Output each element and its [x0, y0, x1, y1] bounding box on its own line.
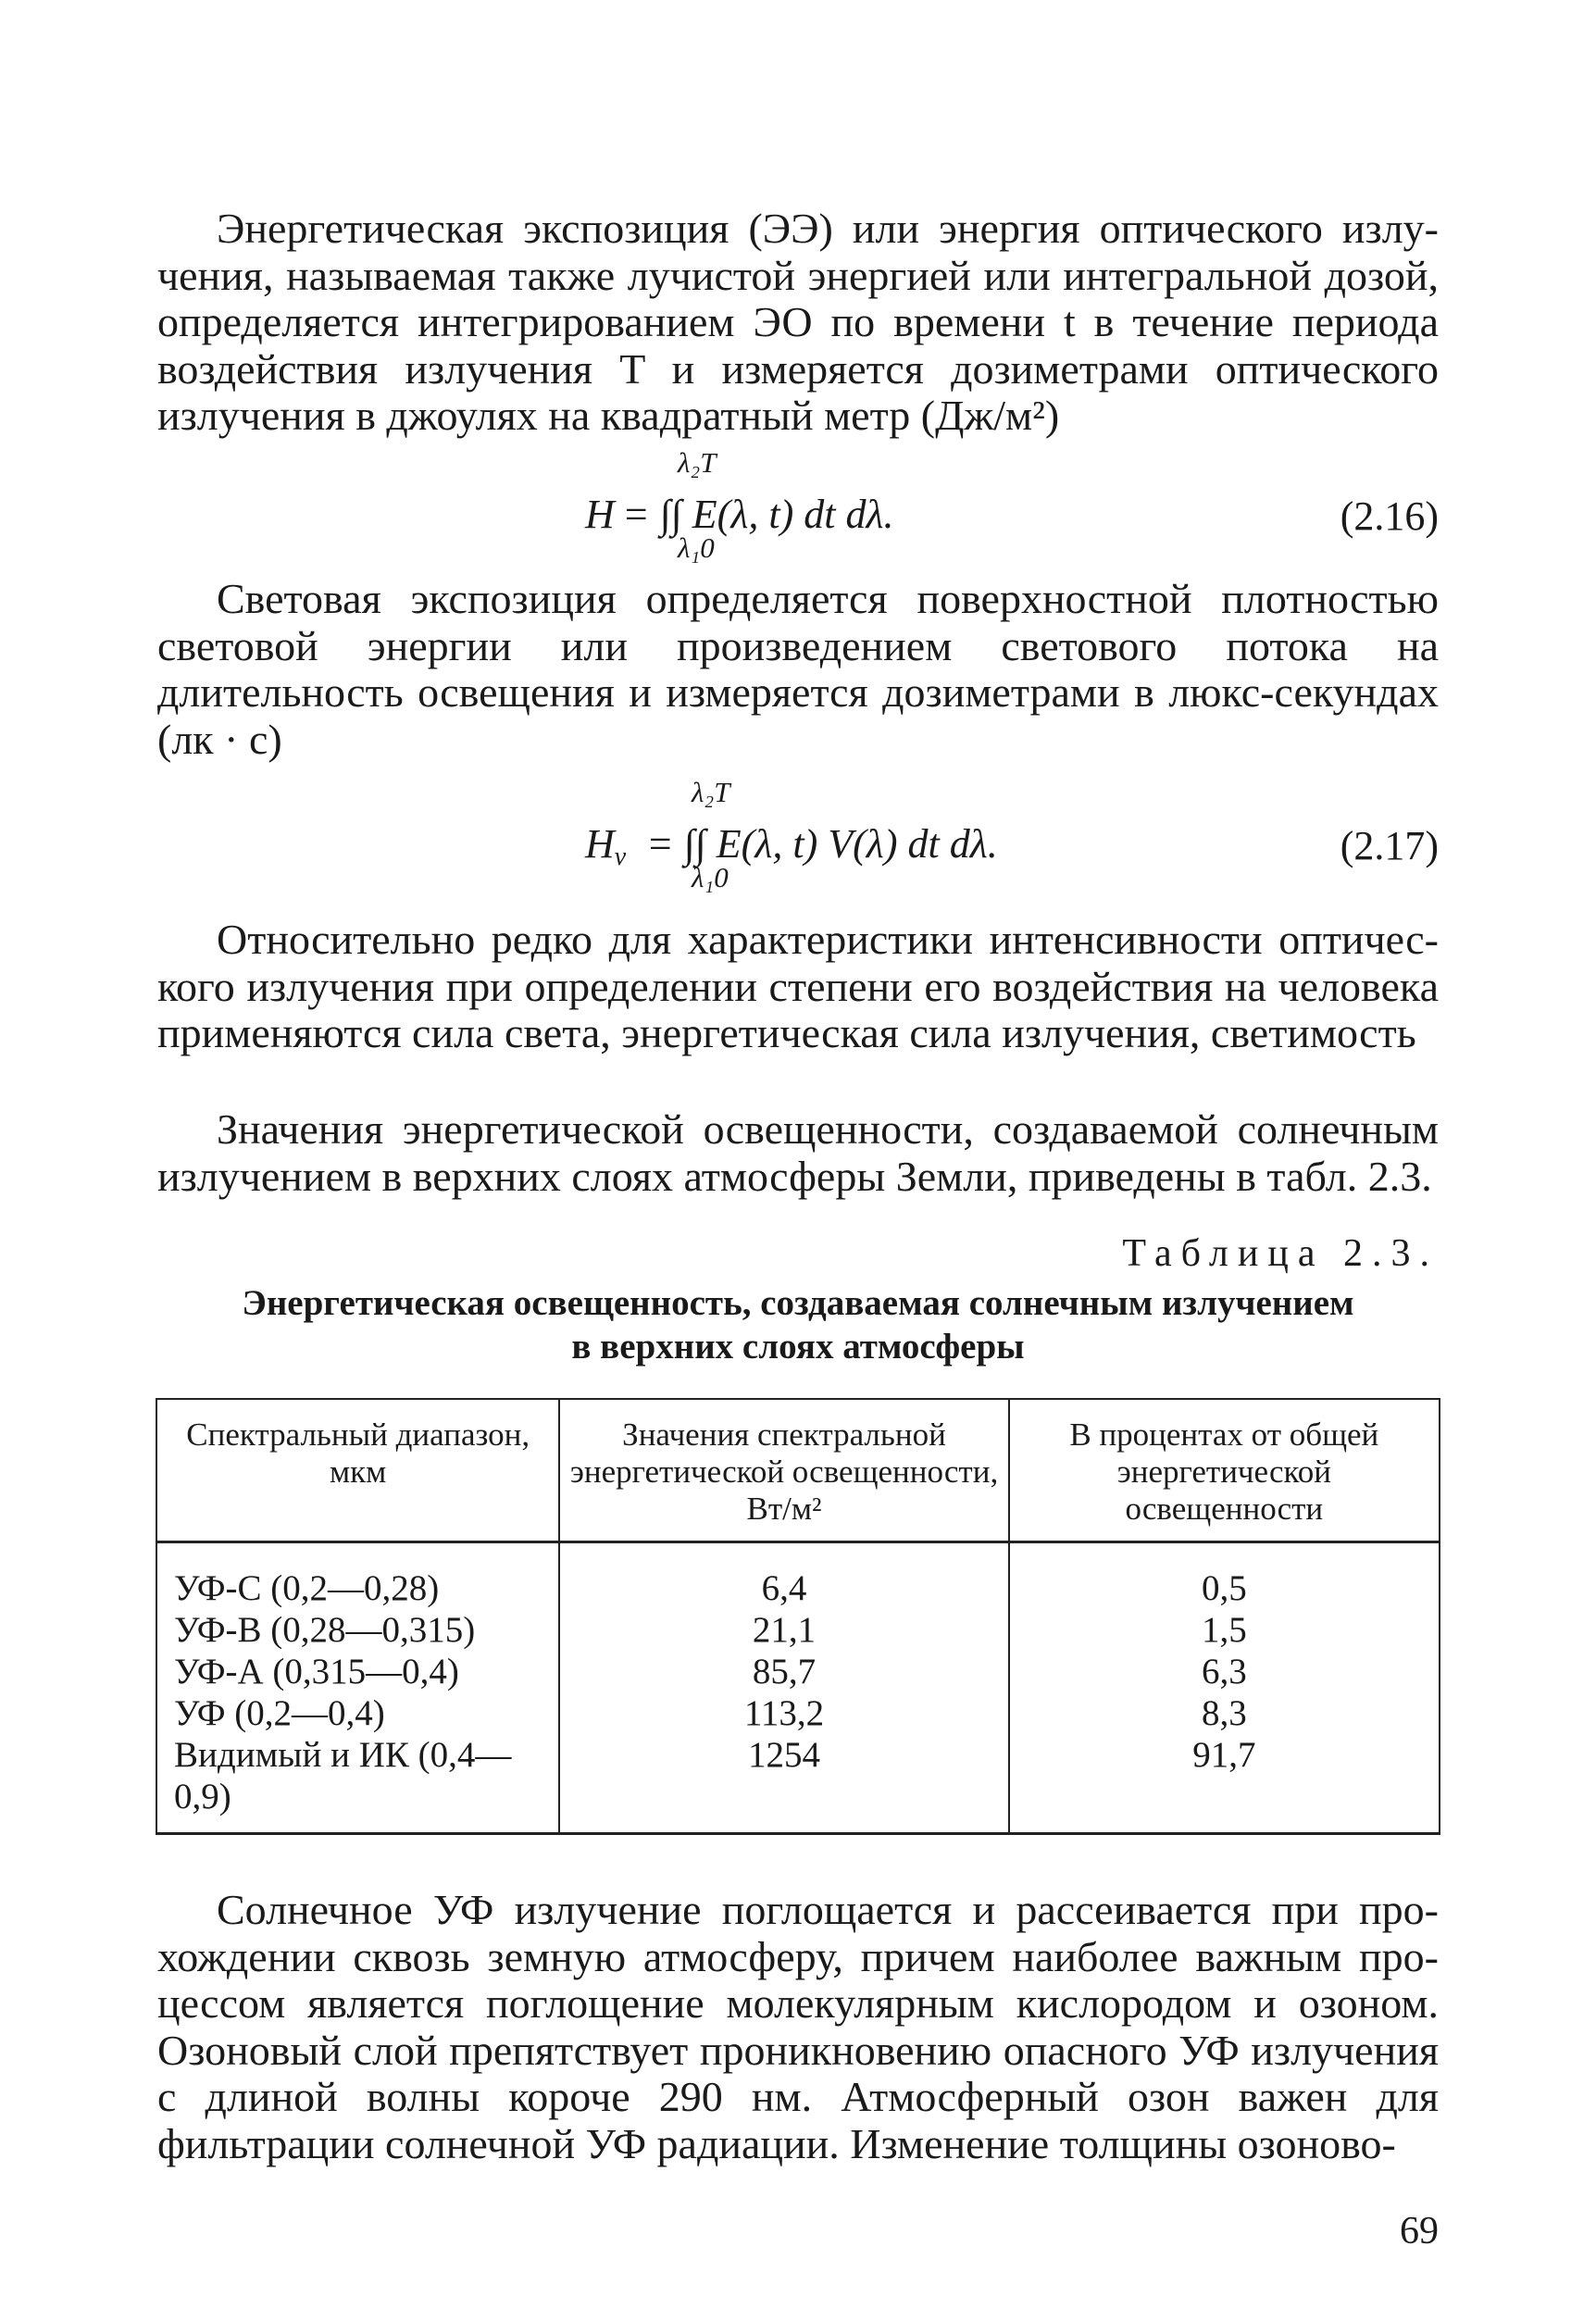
- formula-2-16: [585, 446, 1465, 567]
- table-title-line-2: в верхних слоях атмосферы: [571, 1327, 1025, 1367]
- formula-2-16-upper-limit: λ₂T: [678, 446, 717, 479]
- header-percent: В процентах от общей энергетической освещенности: [1009, 1399, 1440, 1542]
- range-uv-b: УФ-В (0,28—0,315): [174, 1610, 476, 1650]
- formula-2-17-rhs: = ∫∫ E(λ, t) V(λ) dt dλ.: [646, 821, 998, 867]
- paragraph-solar-uv: Солнечное УФ излучение поглощается и рассеивается при прохождении сквозь земную атмосферу, причем наиболее важным процессом является поглощение молекулярным кислородом и озоном. Озоновый слой препятствует проникновению опасного УФ излучения с длиной волны короче 290 нм. Атмосферный озон важен для фильтрации солнечной УФ радиации. Изменение толщины озоново-: [157, 1886, 1439, 2167]
- header-spectral-range: Спектральный диапазон, мкм: [156, 1399, 559, 1542]
- percent-uv-a: 6,3: [1201, 1652, 1247, 1691]
- equation-number-2-16: (2.16): [1340, 493, 1439, 539]
- cell-values: [559, 1542, 1008, 1834]
- table-title: [157, 1281, 1439, 1368]
- range-uv-c: УФ-С (0,2—0,28): [174, 1568, 440, 1608]
- range-uv: УФ (0,2—0,4): [174, 1693, 385, 1733]
- paragraph-intensity: Относительно редко для характеристики интенсивности оптического излучения при определении степени его воздействия на человека применяются сила света, энергетическая сила излучения, светимость: [157, 916, 1439, 1056]
- formula-2-17-upper-limit: λ₂T: [692, 776, 730, 808]
- paragraph-table-reference: Значения энергетической освещенности, создаваемой солнечным излучением в верхних слоях атмосферы Земли, приведены в табл. 2.3.: [157, 1105, 1439, 1200]
- formula-2-16-rhs: = ∫∫ E(λ, t) dt dλ.: [622, 492, 894, 537]
- value-visible-ir: 1254: [748, 1735, 820, 1775]
- percent-uv-b: 1,5: [1201, 1610, 1247, 1650]
- table-label: Таблица 2.3.: [1122, 1232, 1439, 1275]
- header-irradiance-value: Значения спектральной энергетической освещенности, Вт/м²: [559, 1399, 1008, 1542]
- value-uv-c: 6,4: [761, 1568, 807, 1608]
- paragraph-energy-exposure: Энергетическая экспозиция (ЭЭ) или энергия оптического излучения, называемая также лучистой энергией или интегральной дозой, определяется интегрированием ЭО по времени t в течение периода воздействия излучения T и измеряется дозиметрами оптического излучения в джоулях на квадратный метр (Дж/м²): [157, 205, 1439, 439]
- table-row: [156, 1542, 1440, 1834]
- range-uv-a: УФ-А (0,315—0,4): [174, 1652, 459, 1691]
- formula-2-17-lower-limit: λ₁0: [692, 861, 729, 893]
- formula-2-16-lhs: H: [585, 492, 615, 537]
- formula-2-17-lhs: H: [585, 821, 615, 867]
- irradiance-table: [156, 1398, 1440, 1835]
- equation-number-2-17: (2.17): [1340, 823, 1439, 868]
- table-title-line-1: Энергетическая освещенность, создаваемая солнечным излучением: [242, 1283, 1354, 1323]
- range-visible-ir: Видимый и ИК (0,4—0,9): [174, 1735, 512, 1816]
- percent-uv-c: 0,5: [1201, 1568, 1247, 1608]
- formula-2-17-lhs-subscript: v: [614, 842, 627, 871]
- cell-percents: [1009, 1542, 1440, 1834]
- value-uv-a: 85,7: [752, 1652, 817, 1691]
- value-uv: 113,2: [743, 1693, 825, 1733]
- paragraph-light-exposure: Световая экспозиция определяется поверхностной плотностью световой энергии или произведением светового потока на длительность освещения и измеряется дозиметрами в люкс-секундах (лк · с): [157, 575, 1439, 763]
- formula-2-16-lower-limit: λ₁0: [678, 531, 715, 564]
- formula-2-17: [585, 776, 1465, 896]
- cell-ranges: [156, 1542, 559, 1834]
- page-number: 69: [1400, 2210, 1439, 2253]
- percent-visible-ir: 91,7: [1192, 1735, 1256, 1775]
- percent-uv: 8,3: [1201, 1693, 1247, 1733]
- table-header-row: [156, 1399, 1440, 1542]
- value-uv-b: 21,1: [752, 1610, 817, 1650]
